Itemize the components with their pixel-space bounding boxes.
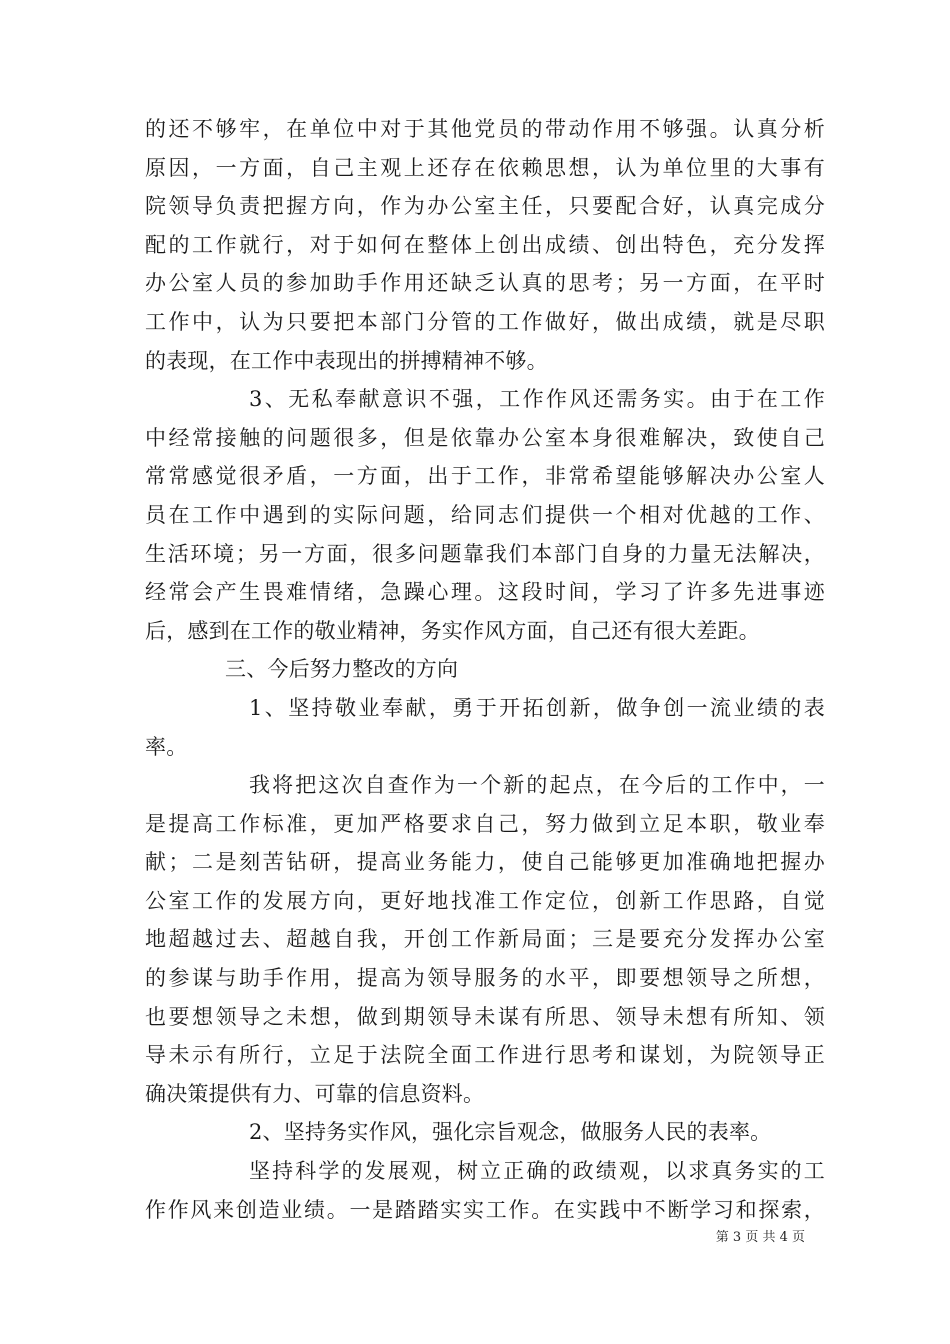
text-line: 公室工作的发展方向，更好地找准工作定位，创新工作思路，自觉 (145, 888, 825, 913)
text-line: 员在工作中遇到的实际问题，给同志们提供一个相对优越的工作、 (145, 502, 825, 527)
text-line: 地超越过去、超越自我，开创工作新局面；三是要充分发挥办公室 (145, 927, 825, 952)
text-line: 导未示有所行，立足于法院全面工作进行思考和谋划，为院领导正 (145, 1043, 825, 1068)
section-heading: 三、今后努力整改的方向 (225, 657, 459, 682)
text-line: 生活环境；另一方面，很多问题靠我们本部门自身的力量无法解决， (145, 541, 825, 566)
text-line: 工作中，认为只要把本部门分管的工作做好，做出成绩，就是尽职 (145, 309, 825, 334)
text-line: 配的工作就行，对于如何在整体上创出成绩、创出特色，充分发挥 (145, 232, 825, 257)
text-line: 原因，一方面，自己主观上还存在依赖思想，认为单位里的大事有 (145, 155, 825, 180)
paragraph-heading-3: 3、无私奉献意识不强，工作作风还需务实。由于在工作 (249, 387, 825, 412)
text-line: 的表现，在工作中表现出的拼搏精神不够。 (145, 348, 548, 373)
text-line: 作作风来创造业绩。一是踏踏实实工作。在实践中不断学习和探索， (145, 1197, 825, 1222)
paragraph-heading-2: 2、坚持务实作风，强化宗旨观念，做服务人民的表率。 (249, 1120, 772, 1145)
page-number: 第 3 页 共 4 页 (715, 1230, 805, 1245)
text-line: 确决策提供有力、可靠的信息资料。 (145, 1081, 485, 1106)
text-line: 是提高工作标准，更加严格要求自己，努力做到立足本职，敬业奉 (145, 811, 825, 836)
text-line: 的参谋与助手作用，提高为领导服务的水平，即要想领导之所想， (145, 966, 825, 991)
body-text (145, 110, 825, 1229)
text-line: 中经常接触的问题很多，但是依靠办公室本身很难解决，致使自己 (145, 425, 825, 450)
text-line: 也要想领导之未想，做到期领导未谋有所思、领导未想有所知、领 (145, 1004, 825, 1029)
text-line: 坚持科学的发展观，树立正确的政绩观，以求真务实的工 (249, 1159, 825, 1184)
text-line: 经常会产生畏难情绪，急躁心理。这段时间，学习了许多先进事迹 (145, 580, 825, 605)
text-line: 常常感觉很矛盾，一方面，出于工作，非常希望能够解决办公室人 (145, 464, 825, 489)
text-line: 办公室人员的参加助手作用还缺乏认真的思考；另一方面，在平时 (145, 271, 825, 296)
text-line: 率。 (145, 734, 188, 759)
text-line: 院领导负责把握方向，作为办公室主任，只要配合好，认真完成分 (145, 194, 825, 219)
text-line: 献；二是刻苦钻研，提高业务能力，使自己能够更加准确地把握办 (145, 850, 825, 875)
text-line: 后，感到在工作的敬业精神，务实作风方面，自己还有很大差距。 (145, 618, 760, 643)
paragraph-heading-1: 1、坚持敬业奉献，勇于开拓创新，做争创一流业绩的表 (249, 695, 825, 720)
text-line: 我将把这次自查作为一个新的起点，在今后的工作中，一 (249, 773, 825, 798)
text-line: 的还不够牢，在单位中对于其他党员的带动作用不够强。认真分析 (145, 117, 825, 141)
